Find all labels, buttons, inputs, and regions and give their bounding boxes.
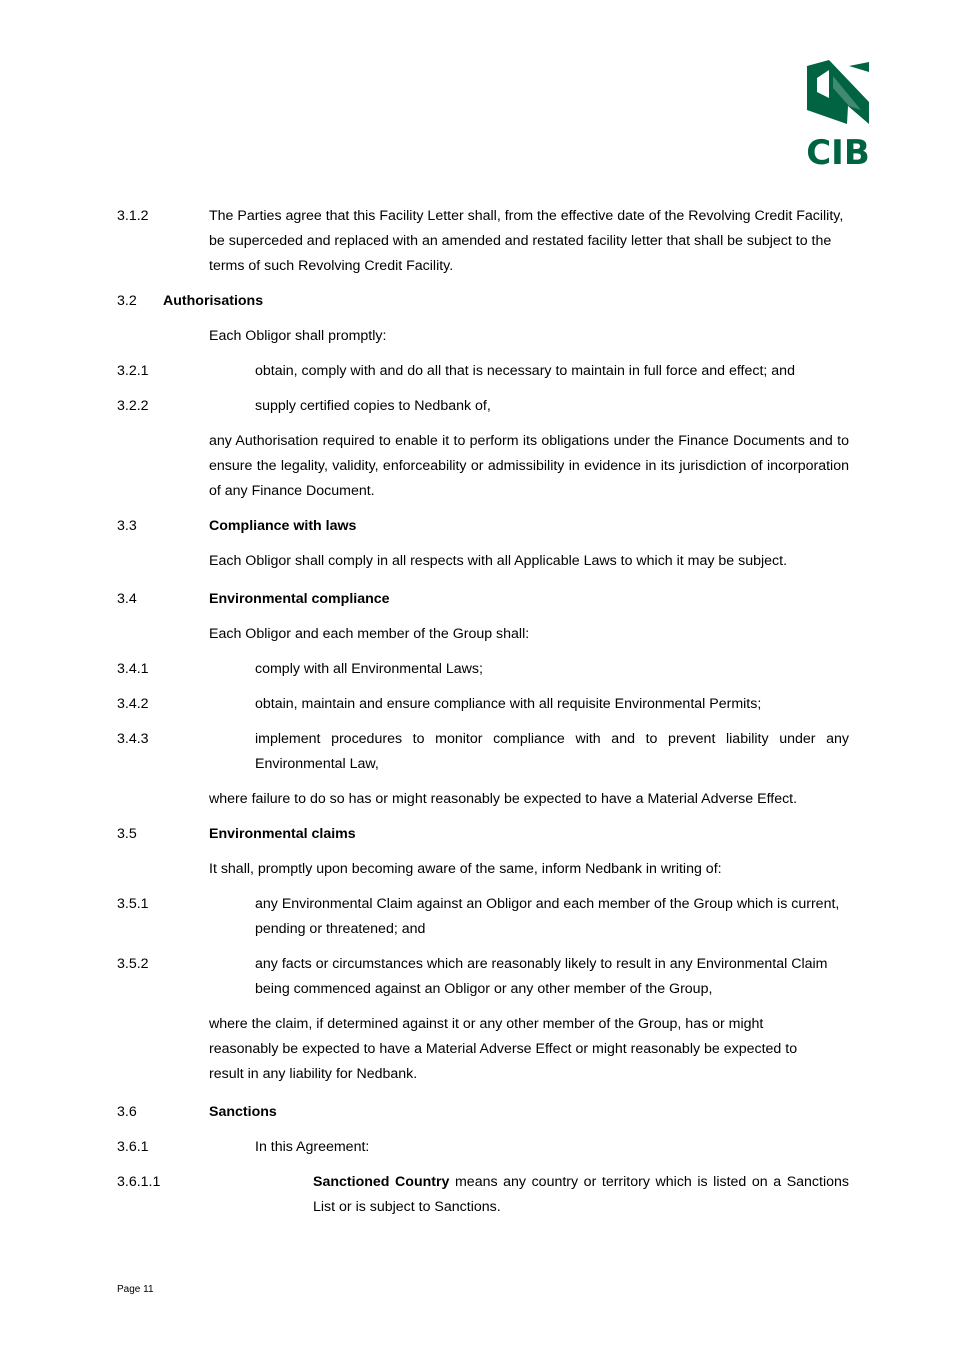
environmental-compliance-intro: Each Obligor and each member of the Group shall: bbox=[209, 626, 530, 642]
clause-3-4-1-text: comply with all Environmental Laws; bbox=[255, 661, 483, 677]
section-number: 3.3 bbox=[117, 518, 137, 534]
environmental-claims-intro: It shall, promptly upon becoming aware of the same, inform Nedbank in writing of: bbox=[209, 861, 722, 877]
section-heading-environmental-compliance: Environmental compliance bbox=[209, 591, 390, 607]
clause-3-1-2-text: The Parties agree that this Facility Letter shall, from the effective date of the Revolving Credit Facility, be superceded and replaced with an amended and restated facility letter that shall be subject to the terms of such Revolving Credit Facility. bbox=[209, 208, 844, 274]
section-number: 3.5 bbox=[117, 826, 137, 842]
clause-number: 3.1.2 bbox=[117, 208, 149, 224]
section-heading-environmental-claims: Environmental claims bbox=[209, 826, 356, 842]
section-number: 3.6 bbox=[117, 1104, 137, 1120]
clause-number: 3.6.1.1 bbox=[117, 1174, 161, 1190]
section-number: 3.2 bbox=[117, 293, 137, 309]
compliance-with-laws-text: Each Obligor shall comply in all respects with all Applicable Laws to which it may be subject. bbox=[209, 553, 788, 569]
clause-3-2-2-text: supply certified copies to Nedbank of, bbox=[255, 398, 491, 414]
section-heading-compliance-with-laws: Compliance with laws bbox=[209, 518, 357, 534]
clause-3-5-1-text: any Environmental Claim against an Obligor and each member of the Group which is current, pending or threatened; and bbox=[255, 896, 840, 937]
defined-term: Sanctioned Country bbox=[313, 1174, 450, 1190]
environmental-claims-tail: where the claim, if determined against it or any other member of the Group, has or might reasonably be expected to have a Material Adverse Effect or might reasonably be expected to result in any liability for Nedbank. bbox=[209, 1016, 798, 1082]
nedbank-cib-logo bbox=[803, 58, 873, 168]
clause-number: 3.4.1 bbox=[117, 661, 149, 677]
section-heading-authorisations: Authorisations bbox=[163, 293, 264, 309]
clause-3-4-2-text: obtain, maintain and ensure compliance with all requisite Environmental Permits; bbox=[255, 696, 762, 712]
clause-3-2-1-text: obtain, comply with and do all that is necessary to maintain in full force and effect; and bbox=[255, 363, 795, 379]
section-number: 3.4 bbox=[117, 591, 137, 607]
authorisations-tail: any Authorisation required to enable it to perform its obligations under the Finance Documents and to ensure the legality, validity, enforceability or admissibility in evidence in its jurisdiction of incorporation of any Finance Document. bbox=[209, 433, 849, 499]
clause-number: 3.6.1 bbox=[117, 1139, 149, 1155]
environmental-compliance-tail: where failure to do so has or might reasonably be expected to have a Material Adverse Effect. bbox=[209, 791, 798, 807]
logo-text: CIB bbox=[806, 133, 870, 168]
page-number: Page 11 bbox=[117, 1284, 154, 1295]
clause-number: 3.4.3 bbox=[117, 731, 149, 747]
authorisations-intro: Each Obligor shall promptly: bbox=[209, 328, 387, 344]
clause-number: 3.5.2 bbox=[117, 956, 149, 972]
clause-3-5-2-text: any facts or circumstances which are reasonably likely to result in any Environmental Claim being commenced against an Obligor or any other member of the Group, bbox=[255, 956, 828, 997]
clause-number: 3.2.1 bbox=[117, 363, 149, 379]
clause-3-4-3-text: implement procedures to monitor compliance with and to prevent liability under any Environmental Law, bbox=[255, 731, 849, 772]
definition-text: means any country or territory which is listed on a Sanctions List or is subject to Sanctions. bbox=[313, 1174, 849, 1215]
nedbank-cib-logo-icon bbox=[803, 58, 873, 168]
section-heading-sanctions: Sanctions bbox=[209, 1104, 277, 1120]
clause-3-6-1-text: In this Agreement: bbox=[255, 1139, 370, 1155]
clause-number: 3.2.2 bbox=[117, 398, 149, 414]
clause-number: 3.4.2 bbox=[117, 696, 149, 712]
clause-3-6-1-1-text bbox=[313, 1170, 849, 1220]
clause-number: 3.5.1 bbox=[117, 896, 149, 912]
